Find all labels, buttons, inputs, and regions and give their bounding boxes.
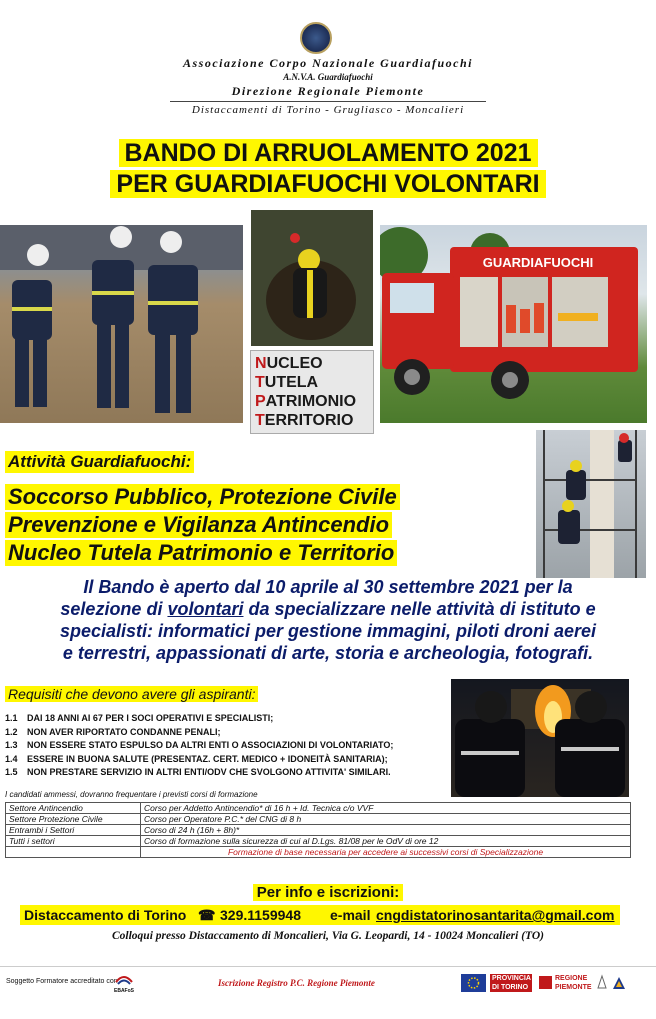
courses-footnote: Formazione di base necessaria per accedere ai successivi corsi di Specializzazione xyxy=(141,847,631,858)
civil-protection-registry: Iscrizione Registro P.C. Regione Piemonte xyxy=(218,978,375,988)
detachments-line: Distaccamenti di Torino - Grugliasco - Moncalieri xyxy=(191,104,465,116)
requirements-list xyxy=(5,712,393,780)
association-emblem xyxy=(300,22,332,54)
contact-bar xyxy=(20,905,620,925)
requirements-heading: Requisiti che devono avere gli aspiranti: xyxy=(5,686,258,702)
office-name: Distaccamento di Torino xyxy=(24,907,187,923)
list-item: 1.3 NON ESSERE STATO ESPULSO DA ALTRI ENTI O ASSOCIAZIONI DI VOLONTARIATO; xyxy=(5,740,394,750)
training-note: I candidati ammessi, dovranno frequentare i previsti corsi di formazione xyxy=(5,790,258,799)
ntpt-row-2: TUTELA xyxy=(255,374,319,391)
table-row: Entrambi i Settori Corso di 24 h (16h + 8h)* xyxy=(6,825,631,836)
telephone-icon: ☎ xyxy=(198,907,216,923)
email-label: e-mail xyxy=(330,907,371,923)
activity-item-2: Prevenzione e Vigilanza Antincendio xyxy=(5,512,392,538)
ebas-logo: EBAFoS xyxy=(114,972,134,990)
page-title-line1: BANDO DI ARRUOLAMENTO 2021 xyxy=(0,139,656,168)
night-firefighters-photo xyxy=(451,679,629,797)
association-subname: A.N.V.A. Guardiafuochi xyxy=(283,72,373,82)
list-item: 1.4 ESSERE IN BUONA SALUTE (PRESENTAZ. CERT. MEDICO + IDONEITÀ SANITARIA); xyxy=(5,753,388,764)
formatore-label: Soggetto Formatore accreditato con xyxy=(6,978,118,985)
phone-number[interactable]: 329.1159948 xyxy=(220,907,301,923)
footer-divider xyxy=(0,966,656,967)
ntpt-sign xyxy=(250,350,374,434)
info-heading: Per info e iscrizioni: xyxy=(0,884,656,901)
association-name: Associazione Corpo Nazionale Guardiafuochi xyxy=(182,56,474,70)
climbing-tower-photo xyxy=(536,430,646,578)
firefighters-photo xyxy=(0,225,243,423)
activities-heading: Attività Guardiafuochi: xyxy=(5,451,194,473)
regione-shield-icon xyxy=(539,976,552,989)
ntpt-row-3: PATRIMONIO xyxy=(255,393,357,410)
list-item: 1.5 NON PRESTARE SERVIZIO IN ALTRI ENTI/ODV CHE SVOLGONO ATTIVITA' SIMILARI. xyxy=(5,767,391,777)
header-divider xyxy=(170,101,486,102)
regional-direction: Direzione Regionale Piemonte xyxy=(231,84,425,98)
table-row: Settore Antincendio Corso per Addetto Antincendio* di 16 h + Id. Tecnica c/o VVF xyxy=(6,803,631,814)
email-link[interactable]: cngdistatorinosantarita@gmail.com xyxy=(376,907,615,923)
fire-truck-photo xyxy=(380,225,647,423)
rescue-photo xyxy=(251,210,373,346)
bando-paragraph: Il Bando è aperto dal 10 aprile al 30 settembre 2021 per la selezione di volontari da specializzare nelle attività di istituto e specialisti: informatici per gestione immagini, piloti droni aerei e terrestri, appassionati di arte, storia e archeologia, fotografi. xyxy=(59,577,597,663)
table-row xyxy=(6,847,631,858)
eu-flag-icon xyxy=(461,974,486,992)
courses-table xyxy=(5,802,631,858)
italian-emblem-icon xyxy=(596,974,608,992)
table-row: Settore Protezione Civile Corso per Operatore P.C.* del CNG di 8 h xyxy=(6,814,631,825)
protezione-civile-icon xyxy=(612,974,626,992)
ntpt-row-4: TERRITORIO xyxy=(255,412,354,429)
list-item: 1.1 DAI 18 ANNI AI 67 PER I SOCI OPERATIVI E SPECIALISTI; xyxy=(5,713,274,723)
truck-label: GUARDIAFUOCHI xyxy=(482,255,594,270)
ntpt-row-1: NUCLEO xyxy=(255,355,323,372)
interview-location: Colloqui presso Distaccamento di Moncalieri, Via G. Leopardi, 14 - 10024 Moncalieri (TO) xyxy=(112,930,544,942)
page-title-line2: PER GUARDIAFUOCHI VOLONTARI xyxy=(0,170,656,199)
list-item: 1.2 NON AVER RIPORTATO CONDANNE PENALI; xyxy=(5,726,221,737)
regione-piemonte-logo: REGIONE PIEMONTE xyxy=(537,974,591,992)
activity-item-3: Nucleo Tutela Patrimonio e Territorio xyxy=(5,540,397,566)
table-row: Tutti i settori Corso di formazione sulla sicurezza di cui al D.Lgs. 81/08 per le OdV di ore 12 xyxy=(6,836,631,847)
provincia-torino-logo: PROVINCIA DI TORINO xyxy=(492,975,531,991)
activity-item-1: Soccorso Pubblico, Protezione Civile xyxy=(5,484,400,510)
